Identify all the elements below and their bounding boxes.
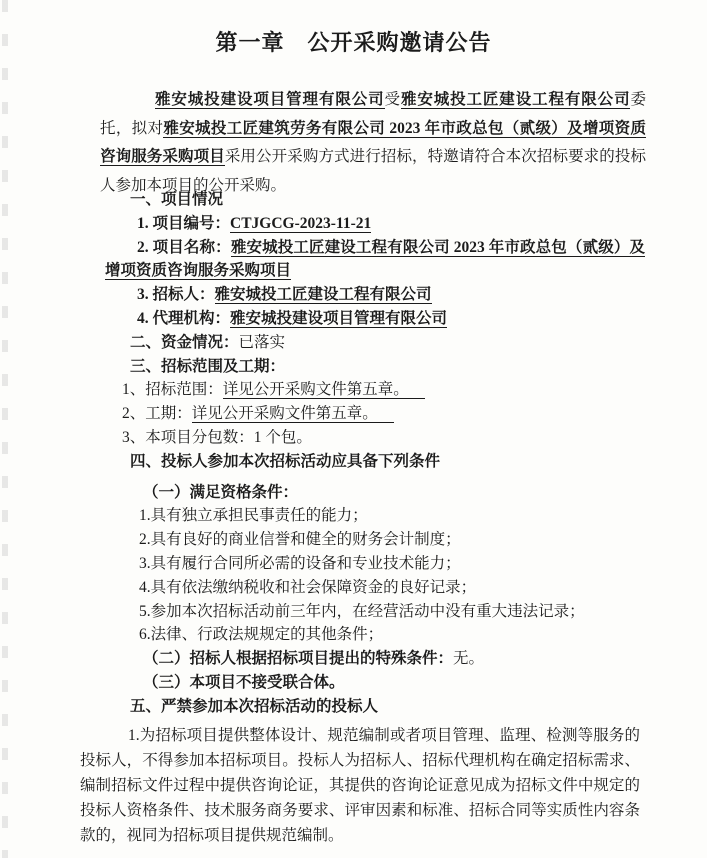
- qualification-item-4: 4.具有依法缴纳税收和社会保障资金的良好记录；: [139, 578, 477, 596]
- qualification-item-5: 5.参加本次招标活动前三年内，在经营活动中没有重大违法记录；: [139, 602, 585, 620]
- scope-row: [122, 378, 649, 402]
- project-number-value: CTJGCG-2023-11-21: [230, 214, 372, 232]
- project-number-row: [105, 212, 645, 236]
- qualification-item-1: 1.具有独立承担民事责任的能力；: [139, 507, 368, 525]
- qualification-item-3: 3.具有履行合同所必需的设备和专业技术能力；: [139, 554, 461, 572]
- project-full-name: 雅安城投工匠建筑劳务有限公司 2023 年市政总包（贰级）及增项资质咨询服务采购项目: [100, 119, 646, 165]
- special-conditions-row: [143, 647, 649, 671]
- section-heading-conditions: 四、投标人参加本次招标活动应具备下列条件: [130, 452, 441, 470]
- section-heading-scope: 三、招标范围及工期：: [130, 357, 286, 375]
- qualification-item-2: 2.具有良好的商业信誉和健全的财务会计制度；: [139, 531, 461, 549]
- qualification-subheading: （一）满足资格条件：: [143, 483, 299, 501]
- agent-value: 雅安城投建设项目管理有限公司: [230, 309, 448, 327]
- intro-paragraph: [100, 86, 646, 200]
- project-name-label: 2. 项目名称：: [137, 238, 231, 256]
- tenderee-value: 雅安城投工匠建设工程有限公司: [214, 286, 432, 304]
- duration-label: 2、工期：: [122, 405, 192, 423]
- packages-row: 3、本项目分包数：1 个包。: [122, 428, 312, 446]
- scope-label: 1、招标范围：: [122, 381, 223, 399]
- tenderee-label: 3. 招标人：: [137, 286, 215, 304]
- project-name-value: 雅安城投工匠建设工程有限公司 2023 年市政总包（贰级）及增项资质咨询服务采购项目: [105, 238, 645, 280]
- project-number-label: 1. 项目编号：: [137, 214, 231, 232]
- agent-row: [105, 307, 645, 331]
- document-body: [0, 86, 707, 849]
- qualification-item-6: 6.法律、行政法规规定的其他条件；: [139, 626, 384, 644]
- forbidden-bidders-paragraph: 1.为招标项目提供整体设计、规范编制或者项目管理、监理、检测等服务的投标人，不得参加本招标项目。投标人为招标人、招标代理机构在确定招标需求、编制招标文件过程中提供咨询论证，其提供的咨询论证意见成为招标文件中规定的投标人资格条件、技术服务商务要求、评审因素和标准、招标合同等实质性内容条款的，视同为招标项目提供规范编制。: [80, 726, 640, 845]
- section-heading-forbidden: 五、严禁参加本次招标活动的投标人: [130, 697, 379, 715]
- duration-value: 详见公开采购文件第五章。: [192, 405, 394, 423]
- special-conditions-label: （二）招标人根据招标项目提出的特殊条件：: [143, 650, 454, 668]
- agent-label: 4. 代理机构：: [137, 309, 231, 327]
- entrusting-company-name: 雅安城投工匠建设工程有限公司: [400, 91, 631, 108]
- special-conditions-value: 无。: [453, 650, 485, 668]
- section-heading-project-info: 一、项目情况: [130, 191, 224, 208]
- tenderee-row: [105, 283, 645, 307]
- funds-label: 二、资金情况：: [130, 333, 239, 351]
- intro-entrust-text: 委托，拟对: [100, 91, 646, 137]
- section-funds-row: [130, 331, 649, 355]
- intro-connector: 受: [384, 91, 401, 108]
- duration-row: [122, 402, 649, 426]
- no-consortium-row: （三）本项目不接受联合体。: [143, 673, 345, 691]
- procurement-agency-name: 雅安城投建设项目管理有限公司: [155, 91, 385, 108]
- scope-value: 详见公开采购文件第五章。: [223, 381, 425, 399]
- chapter-title: 第一章 公开采购邀请公告: [215, 30, 492, 55]
- intro-closing-text: 采用公开采购方式进行招标，特邀请符合本次招标要求的投标人参加本项目的公开采购。: [100, 148, 646, 194]
- funds-value: 已落实: [238, 333, 286, 351]
- project-name-row: [105, 236, 645, 284]
